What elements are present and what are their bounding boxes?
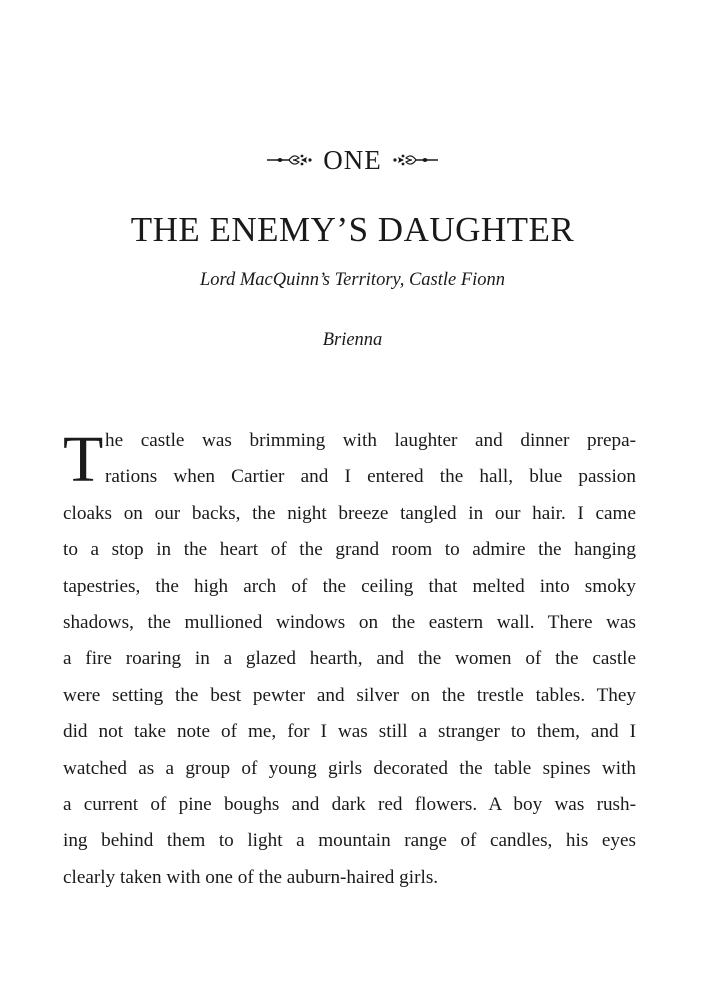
body-text	[63, 423, 636, 896]
text-line: did not take note of me, for I was still a stranger to them, and I	[63, 721, 636, 743]
pov-character: Brienna	[322, 330, 383, 350]
drop-cap: T	[63, 423, 104, 496]
chapter-title: THE ENEMY’S DAUGHTER	[130, 210, 575, 249]
text-line: cloaks on our backs, the night breeze tangled in our hair. I came	[63, 502, 636, 524]
text-line: he castle was brimming with laughter and dinner prepa-	[105, 430, 636, 451]
text-line: to a stop in the heart of the grand room to admire the hanging	[63, 539, 636, 561]
ornament-flourish-right-icon	[392, 152, 438, 168]
text-line: a current of pine boughs and dark red flowers. A boy was rush-	[63, 793, 636, 815]
chapter-heading	[0, 140, 705, 180]
text-line: rations when Cartier and I entered the hall, blue passion	[105, 466, 636, 488]
ornament-flourish-left-icon	[267, 152, 313, 168]
text-line: were setting the best pewter and silver on the trestle tables. They	[63, 684, 636, 706]
text-line: clearly taken with one of the auburn-haired girls.	[63, 866, 439, 888]
text-line: tapestries, the high arch of the ceiling that melted into smoky	[63, 575, 636, 597]
chapter-number: ONE	[323, 145, 382, 175]
chapter-location: Lord MacQuinn’s Territory, Castle Fionn	[199, 270, 506, 290]
text-line: shadows, the mullioned windows on the eastern wall. There was	[63, 611, 636, 633]
text-line: a fire roaring in a glazed hearth, and the women of the castle	[63, 648, 636, 670]
text-line: watched as a group of young girls decorated the table spines with	[63, 757, 636, 779]
text-line: ing behind them to light a mountain range of candles, his eyes	[63, 830, 636, 852]
